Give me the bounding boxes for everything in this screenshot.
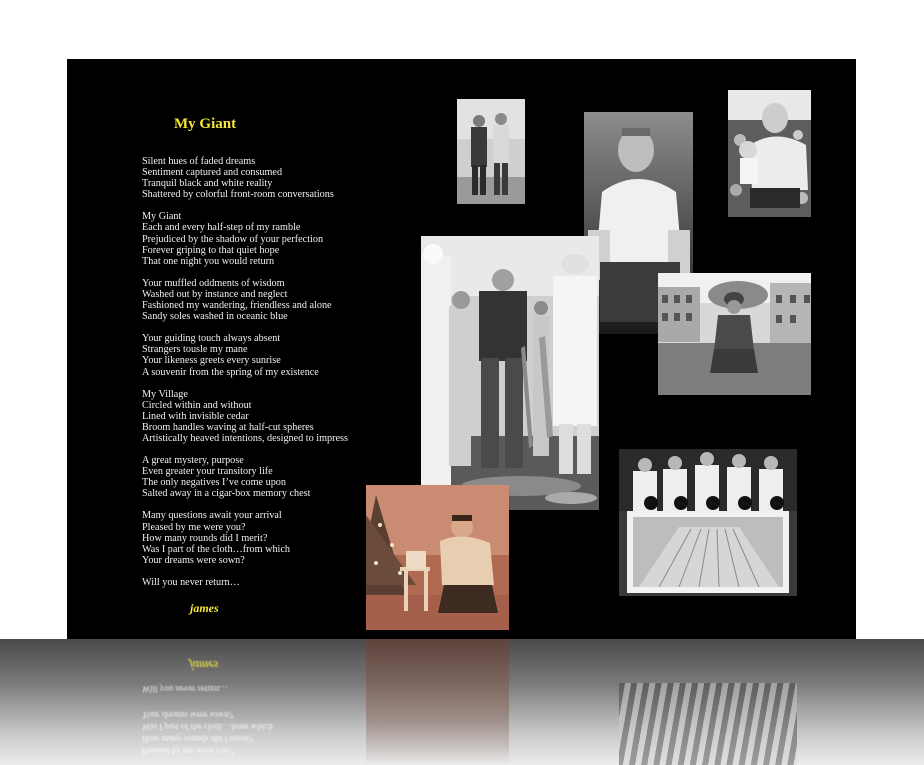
man-christmas-tree-photo (366, 485, 509, 630)
poem-line: Salted away in a cigar-box memory chest (142, 488, 311, 500)
signature: james (190, 601, 219, 615)
poem-line: Lined with invisible cedar (142, 410, 249, 422)
poem-line: Forever griping to that quiet hope (142, 244, 280, 256)
reflection-floor (0, 639, 924, 765)
poem-line: My Giant (142, 211, 182, 223)
poem-line: Many questions await your arrival (142, 510, 282, 522)
poem-line: Tranquil black and white reality (142, 178, 273, 190)
stanza (142, 156, 422, 200)
stanza (142, 278, 422, 322)
poem-line: Your guiding touch always absent (142, 333, 281, 345)
poem-line: Your muffled oddments of wisdom (142, 277, 285, 289)
bowling-photo-reflection (619, 683, 797, 765)
poem-line: Each and every half-step of my ramble (142, 222, 301, 234)
reflected-poem-line: Your dreams were sown? (141, 710, 234, 720)
fishing-catch-group-photo (421, 236, 599, 510)
poem-line: Silent hues of faded dreams (142, 156, 256, 167)
poem-line: A great mystery, purpose (142, 455, 244, 467)
poem-line: Artistically heaved intentions, designed to impress (142, 432, 348, 444)
stanza (142, 389, 422, 444)
poem-line: A souvenir from the spring of my existence (142, 366, 319, 378)
reflected-poem-line: How many rounds did I merit? (141, 734, 254, 744)
poem-line: Was I part of the cloth…from which (142, 543, 290, 555)
poem-line: Your likeness greets every sunrise (142, 355, 281, 367)
reflected-poem-line: Pleased by me were you? (141, 746, 235, 756)
poem-line: Your dreams were sown? (142, 554, 245, 566)
poem-line: Even greater your transitory life (142, 466, 273, 478)
poem-line: How many rounds did I merit? (142, 532, 268, 544)
poem-line: Will you never return… (142, 576, 240, 588)
poem-title: My Giant (174, 116, 237, 132)
poem-line: The only negatives I’ve come upon (142, 477, 286, 489)
stanza (142, 211, 422, 266)
poem-line: Prejudiced by the shadow of your perfection (142, 233, 324, 245)
christmas-photo-reflection (366, 639, 509, 765)
poem-line: Broom handles waving at half-cut spheres (142, 421, 314, 433)
bowling-team-photo (619, 449, 797, 596)
poem-line: That one night you would return (142, 255, 275, 267)
man-with-child-photo (728, 90, 811, 217)
poem-line: Strangers tousle my mane (142, 344, 248, 356)
poem-line: Sandy soles washed in oceanic blue (142, 311, 288, 323)
poem-line: Shattered by colorful front-room conversations (142, 189, 334, 201)
poem-line: Sentiment captured and consumed (142, 167, 283, 179)
poem-line: Pleased by me were you? (142, 521, 246, 533)
reflected-poem-line: Will you never return… (141, 684, 230, 694)
poem-line: Circled within and without (142, 399, 252, 411)
poem-line: Washed out by instance and neglect (142, 288, 288, 300)
poem-line: My Village (142, 388, 188, 400)
two-men-standing-photo (457, 99, 525, 204)
reflected-poem-line: Was I part of the cloth…from which (141, 722, 274, 732)
soldier-crouching-photo (658, 273, 811, 395)
stanza (142, 333, 422, 377)
reflected-signature: james (189, 658, 220, 672)
poem-line: Fashioned my wandering, friendless and alone (142, 300, 332, 312)
